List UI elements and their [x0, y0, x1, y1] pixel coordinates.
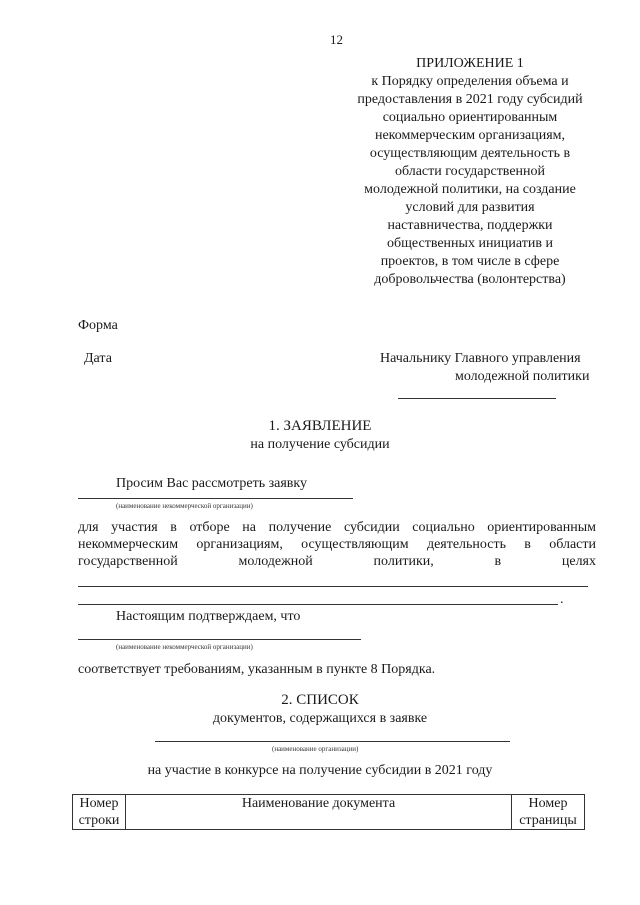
- page-number: 12: [330, 32, 343, 47]
- org-caption-2: (наименование некоммерческой организации): [116, 643, 253, 651]
- appendix-block: [330, 55, 610, 289]
- appendix-line: предоставления в 2021 году субсидий: [357, 92, 583, 107]
- header-row-number: [73, 795, 126, 830]
- recipient-line-2: молодежной политики: [455, 369, 590, 384]
- header-page-number-line2: страницы: [519, 813, 577, 828]
- appendix-line: общественных инициатив и: [387, 236, 553, 251]
- documents-table: [72, 794, 585, 830]
- purpose-line-1: [78, 586, 588, 587]
- appendix-line: условий для развития: [405, 200, 535, 215]
- org-name-line: [78, 498, 353, 499]
- header-page-number-line1: Номер: [528, 796, 568, 811]
- header-document-name-label: Наименование документа: [241, 796, 396, 811]
- form-label: Форма: [78, 318, 118, 333]
- header-page-number: [512, 795, 585, 830]
- date-label: Дата: [84, 351, 112, 366]
- purpose-line-end: .: [560, 592, 564, 607]
- appendix-title: ПРИЛОЖЕНИЕ 1: [416, 56, 524, 71]
- header-row-number-line2: строки: [78, 813, 120, 828]
- header-document-name: [126, 795, 512, 830]
- confirm-text: Настоящим подтверждаем, что: [116, 609, 301, 624]
- section1-title: 1. ЗАЯВЛЕНИЕ: [268, 418, 372, 434]
- appendix-line: к Порядку определения объема и: [371, 74, 569, 89]
- appendix-line: проектов, в том числе в сфере: [380, 254, 560, 269]
- org-caption: (наименование некоммерческой организации): [116, 502, 253, 510]
- recipient-line-1: Начальнику Главного управления: [380, 351, 581, 366]
- recipient-name-line: [398, 398, 556, 399]
- appendix-line: наставничества, поддержки: [387, 218, 553, 233]
- application-paragraph: для участия в отборе на получение субсидии социально ориентированным некоммерческим организациям, осуществляющим деятельность в области государственной молодежной политики, в целях: [78, 520, 596, 569]
- appendix-line: добровольчества (волонтерства): [374, 272, 566, 287]
- appendix-line: осуществляющим деятельность в: [369, 146, 571, 161]
- organization-name-line: [155, 741, 510, 742]
- appendix-line: области государственной: [394, 164, 546, 179]
- purpose-line-2: [78, 604, 558, 605]
- appendix-line: социально ориентированным: [382, 110, 558, 125]
- header-row-number-line1: Номер: [79, 796, 119, 811]
- section2-title: 2. СПИСОК: [281, 692, 359, 708]
- appendix-line: некоммерческим организациям,: [374, 128, 566, 143]
- request-text: Просим Вас рассмотреть заявку: [116, 476, 308, 491]
- org-name-line-2: [78, 639, 361, 640]
- section2-subtitle: документов, содержащихся в заявке: [212, 711, 428, 726]
- table-header-row: [73, 795, 585, 830]
- section1-subtitle: на получение субсидии: [250, 437, 390, 452]
- appendix-line: молодежной политики, на создание: [364, 182, 576, 197]
- organization-caption: (наименование организации): [272, 745, 359, 753]
- contest-text: на участие в конкурсе на получение субсидии в 2021 году: [147, 763, 493, 778]
- compliance-text: соответствует требованиям, указанным в пункте 8 Порядка.: [78, 662, 436, 677]
